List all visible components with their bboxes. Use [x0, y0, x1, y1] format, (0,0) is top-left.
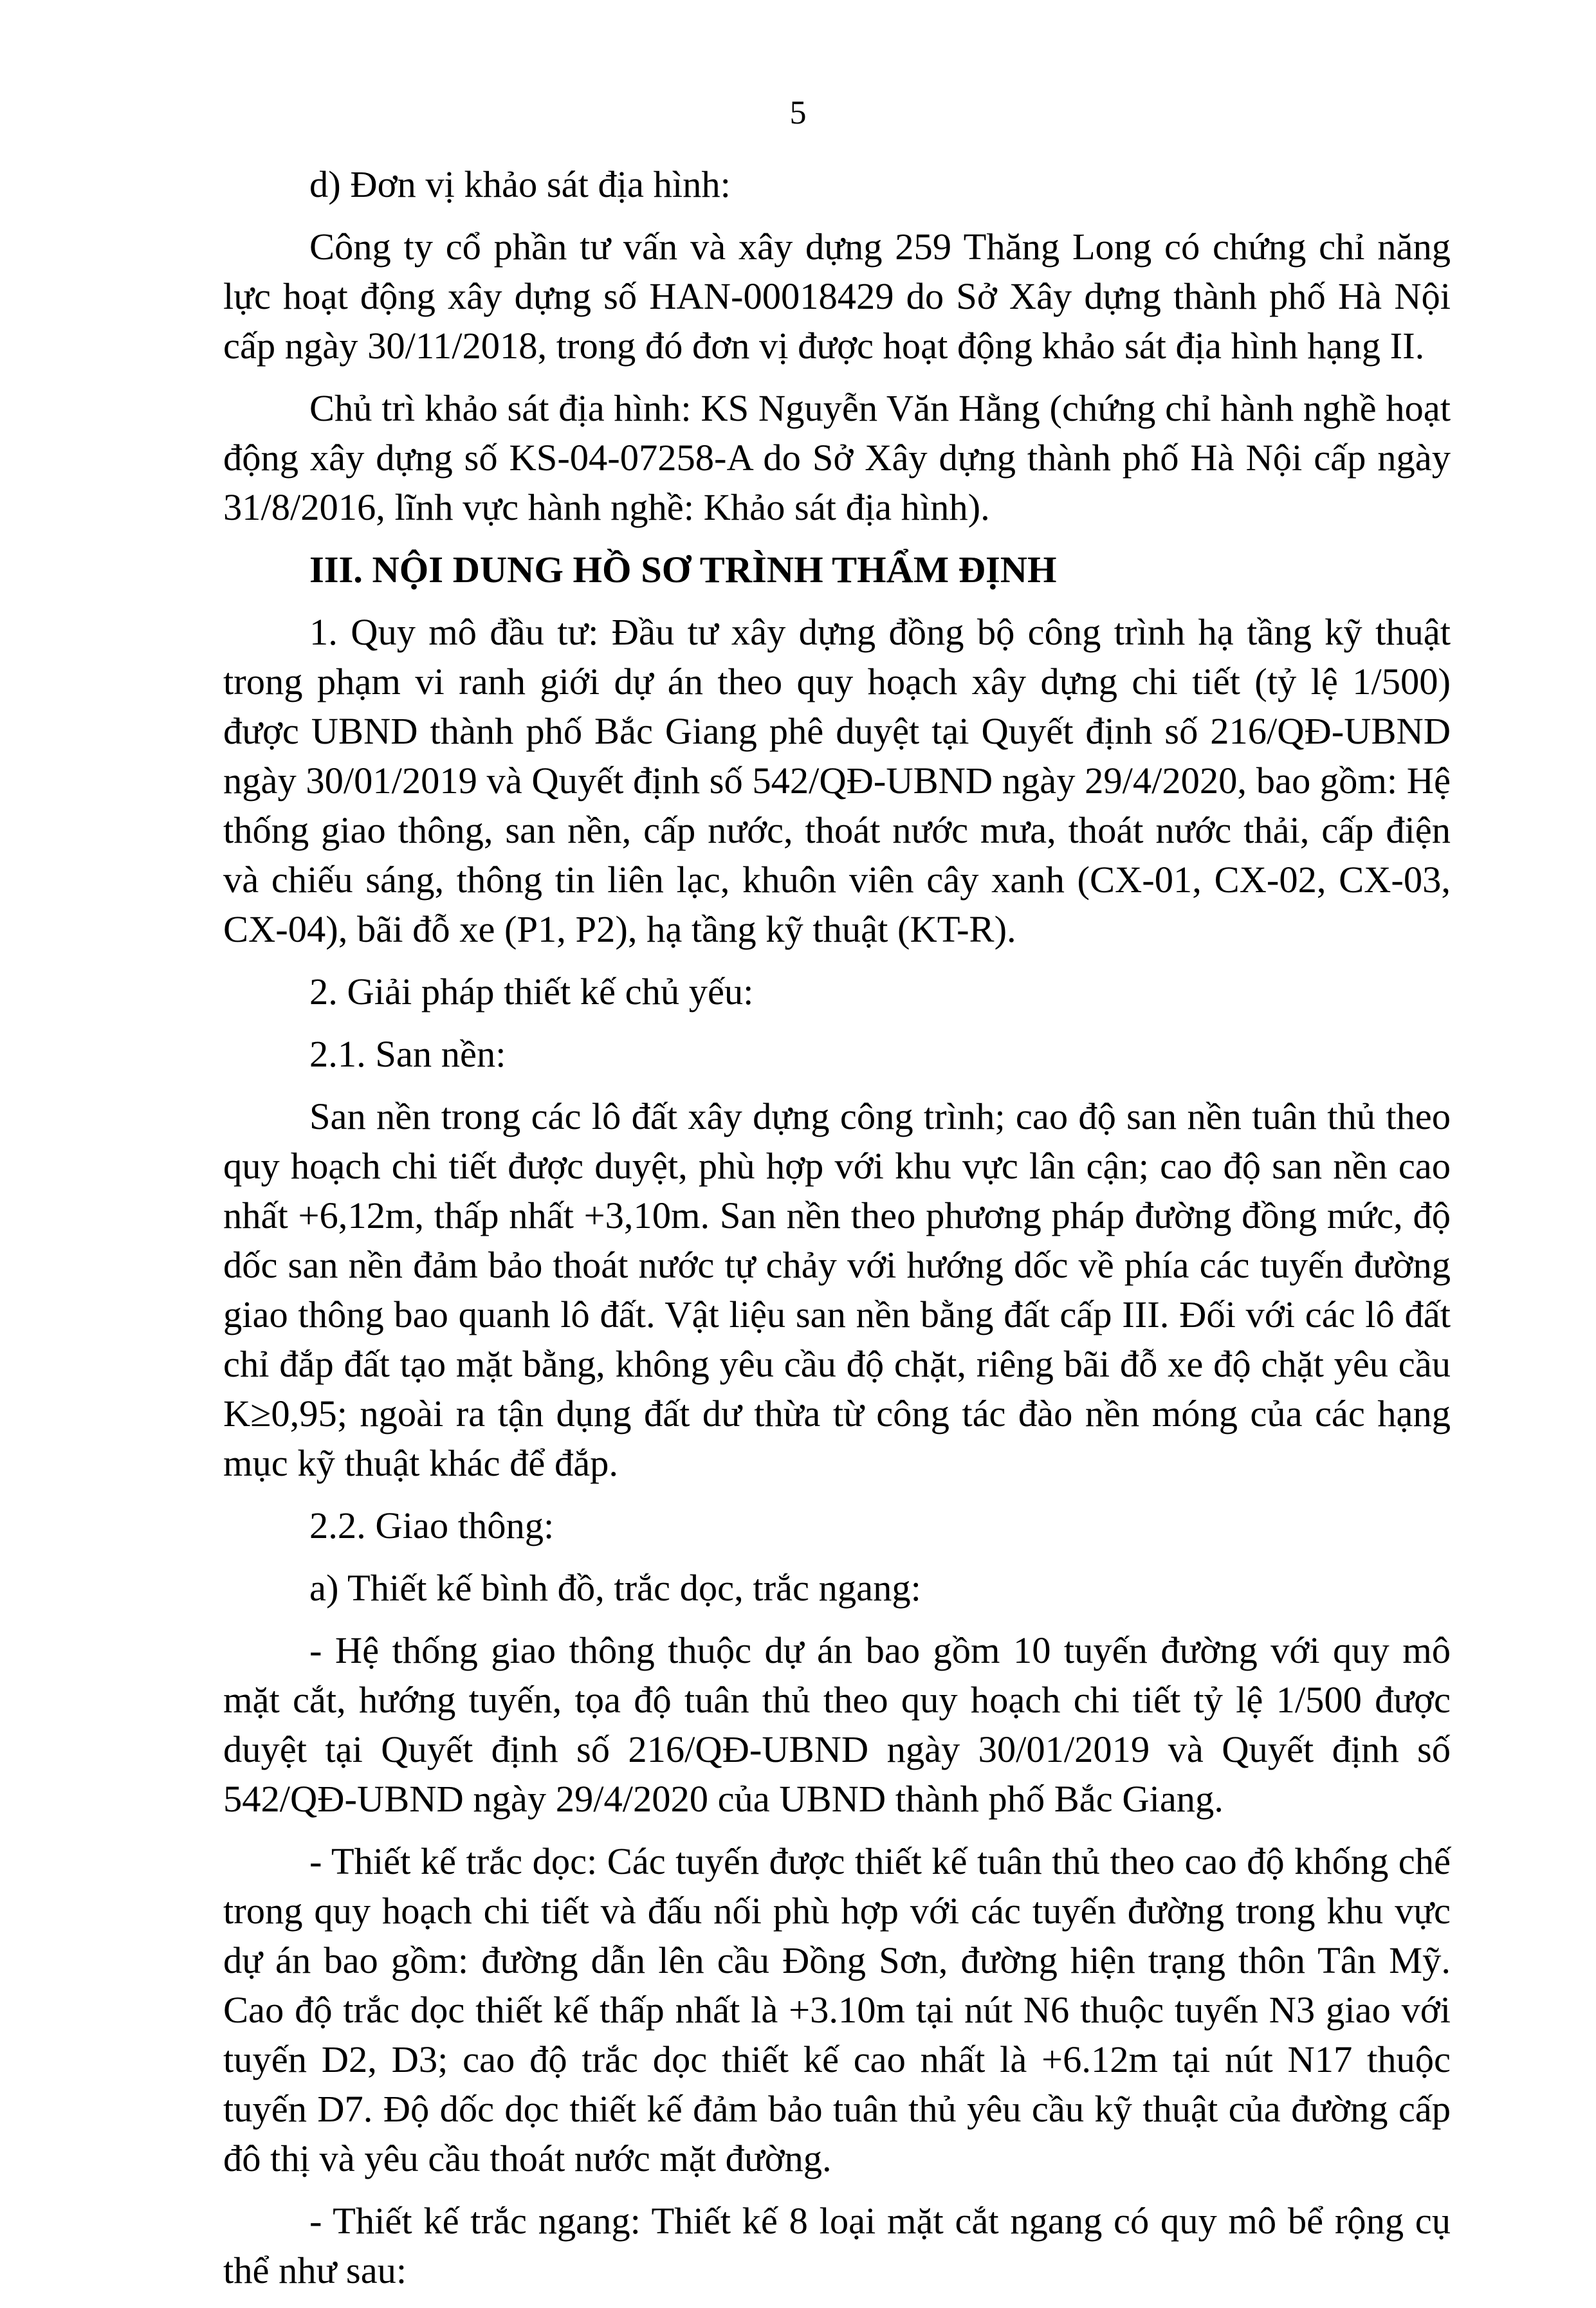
paragraph-longitudinal-profile: - Thiết kế trắc dọc: Các tuyến được thiết kế tuân thủ theo cao độ khống chế trong quy hoạch chi tiết và đấu nối phù hợp với các tuyến đường trong khu vực dự án bao gồm: đường dẫn lên cầu Đồng Sơn, đường hiện trạng thôn Tân Mỹ. Cao độ trắc dọc thiết kế thấp nhất là +3.10m tại nút N6 thuộc tuyến N3 giao với tuyến D2, D3; cao độ trắc dọc thiết kế cao nhất là +6.12m tại nút N17 thuộc tuyến D7. Độ dốc dọc thiết kế đảm bảo tuân thủ yêu cầu kỹ thuật của đường cấp đô thị và yêu cầu thoát nước mặt đường. [223, 1840, 1451, 2179]
paragraph-leveling-detail: San nền trong các lô đất xây dựng công trình; cao độ san nền tuân thủ theo quy hoạch chi tiết được duyệt, phù hợp với khu vực lân cận; cao độ san nền cao nhất +6,12m, thấp nhất +3,10m. San nền theo phương pháp đường đồng mức, độ dốc san nền đảm bảo thoát nước tự chảy với hướng dốc về phía các tuyến đường giao thông bao quanh lô đất. Vật liệu san nền bằng đất cấp III. Đối với các lô đất chỉ đắp đất tạo mặt bằng, không yêu cầu độ chặt, riêng bãi đỗ xe độ chặt yêu cầu K≥0,95; ngoài ra tận dụng đất dư thừa từ công tác đào nền móng của các hạng mục kỹ thuật khác để đắp. [223, 1095, 1451, 1484]
paragraph-design-solutions: 2. Giải pháp thiết kế chủ yếu: [309, 971, 754, 1012]
page-number: 5 [789, 95, 807, 131]
paragraph-survey-company: Công ty cổ phần tư vấn và xây dựng 259 Thăng Long có chứng chỉ năng lực hoạt động xây dựng số HAN-00018429 do Sở Xây dựng thành phố Hà Nội cấp ngày 30/11/2018, trong đó đơn vị được hoạt động khảo sát địa hình hạng II. [223, 226, 1451, 367]
section-heading-iii: III. NỘI DUNG HỒ SƠ TRÌNH THẨM ĐỊNH [309, 549, 1057, 591]
document-body [223, 160, 1451, 2308]
paragraph-leveling-heading: 2.1. San nền: [309, 1033, 506, 1075]
paragraph-survey-unit-heading: d) Đơn vị khảo sát địa hình: [309, 163, 731, 205]
paragraph-investment-scale: 1. Quy mô đầu tư: Đầu tư xây dựng đồng bộ công trình hạ tầng kỹ thuật trong phạm vi ranh giới dự án theo quy hoạch xây dựng chi tiết (tỷ lệ 1/500) được UBND thành phố Bắc Giang phê duyệt tại Quyết định số 216/QĐ-UBND ngày 30/01/2019 và Quyết định số 542/QĐ-UBND ngày 29/4/2020, bao gồm: Hệ thống giao thông, san nền, cấp nước, thoát nước mưa, thoát nước thải, cấp điện và chiếu sáng, thông tin liên lạc, khuôn viên cây xanh (CX-01, CX-02, CX-03, CX-04), bãi đỗ xe (P1, P2), hạ tầng kỹ thuật (KT-R). [223, 611, 1451, 950]
paragraph-plan-profile-heading: a) Thiết kế bình đồ, trắc dọc, trắc ngang: [309, 1567, 921, 1609]
paragraph-survey-lead: Chủ trì khảo sát địa hình: KS Nguyễn Văn Hằng (chứng chỉ hành nghề hoạt động xây dựng số KS-04-07258-A do Sở Xây dựng thành phố Hà Nội cấp ngày 31/8/2016, lĩnh vực hành nghề: Khảo sát địa hình). [223, 387, 1451, 528]
paragraph-traffic-system: - Hệ thống giao thông thuộc dự án bao gồm 10 tuyến đường với quy mô mặt cắt, hướng tuyến, tọa độ tuân thủ theo quy hoạch chi tiết tỷ lệ 1/500 được duyệt tại Quyết định số 216/QĐ-UBND ngày 30/01/2019 và Quyết định số 542/QĐ-UBND ngày 29/4/2020 của UBND thành phố Bắc Giang. [223, 1629, 1451, 1820]
paragraph-traffic-heading: 2.2. Giao thông: [309, 1505, 555, 1546]
paragraph-cross-section: - Thiết kế trắc ngang: Thiết kế 8 loại mặt cắt ngang có quy mô bể rộng cụ thể như sau: [223, 2200, 1451, 2291]
